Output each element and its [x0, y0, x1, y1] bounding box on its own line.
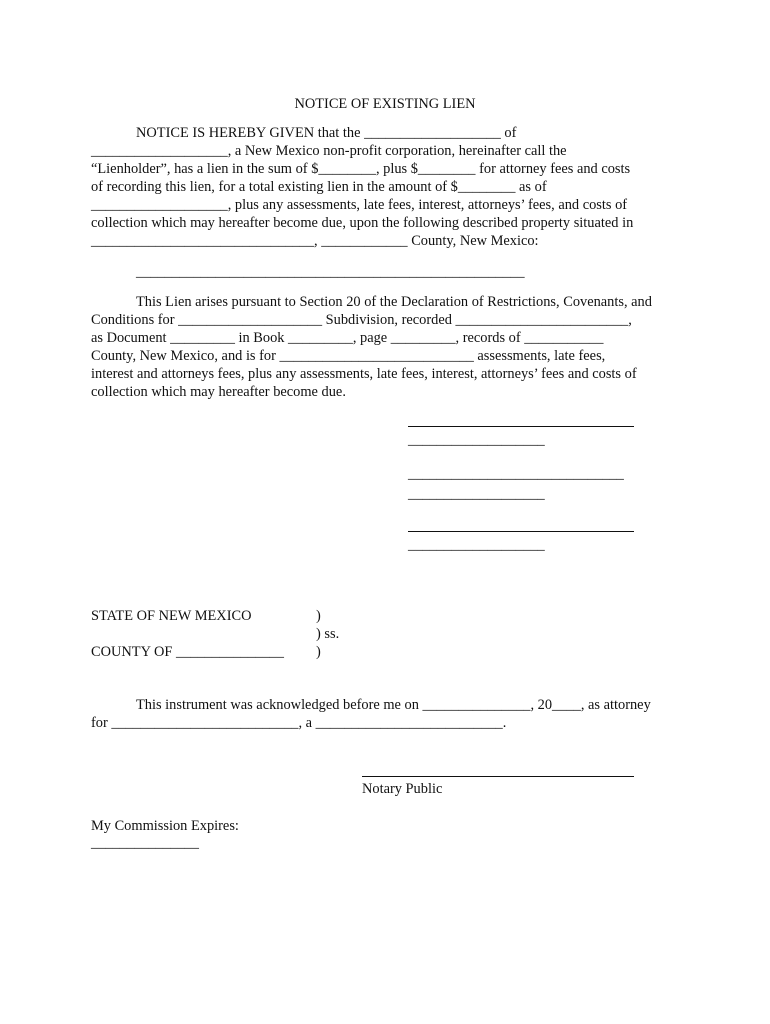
- commission-label: My Commission Expires:: [91, 818, 239, 834]
- document-title: NOTICE OF EXISTING LIEN: [294, 96, 476, 112]
- signature-name-line: ______________________________: [408, 466, 624, 482]
- notary-signature-line: [362, 776, 634, 777]
- commission-line: _______________: [91, 835, 199, 851]
- property-description-line: ______________________________________________________: [136, 264, 525, 280]
- venue-paren: ): [316, 644, 321, 660]
- paragraph1-line: of recording this lien, for a total existing lien in the amount of $________ as of: [91, 179, 547, 195]
- paragraph2-line: County, New Mexico, and is for ___________________________ assessments, late fees,: [91, 348, 606, 364]
- paragraph2-line: as Document _________ in Book _________, page _________, records of ___________: [91, 330, 604, 346]
- paragraph2-line: collection which may hereafter become due.: [91, 384, 346, 400]
- signature-subline: ___________________: [408, 537, 545, 553]
- paragraph1-line: NOTICE IS HEREBY GIVEN that the ___________________ of: [136, 125, 517, 141]
- signature-subline: ___________________: [408, 486, 545, 502]
- paragraph1-line: _______________________________, ____________ County, New Mexico:: [91, 233, 539, 249]
- signature-line: [408, 426, 634, 427]
- venue-county: COUNTY OF _______________: [91, 644, 284, 660]
- paragraph1-line: collection which may hereafter become due, upon the following described property situated in: [91, 215, 634, 231]
- paragraph2-line: interest and attorneys fees, plus any assessments, late fees, interest, attorneys’ fees and costs of: [91, 366, 637, 382]
- venue-ss: ) ss.: [316, 626, 340, 642]
- notary-label: Notary Public: [362, 781, 443, 797]
- paragraph2-line: This Lien arises pursuant to Section 20 of the Declaration of Restrictions, Covenants, and: [136, 294, 652, 310]
- venue-state: STATE OF NEW MEXICO: [91, 608, 252, 624]
- paragraph2-line: Conditions for ____________________ Subdivision, recorded ________________________,: [91, 312, 632, 328]
- paragraph1-line: ___________________, plus any assessments, late fees, interest, attorneys’ fees, and costs of: [91, 197, 628, 213]
- venue-paren: ): [316, 608, 321, 624]
- acknowledgment-line: for __________________________, a __________________________.: [91, 715, 507, 731]
- acknowledgment-line: This instrument was acknowledged before me on _______________, 20____, as attorney: [136, 697, 651, 713]
- paragraph1-line: “Lienholder”, has a lien in the sum of $________, plus $________ for attorney fees and costs: [91, 161, 631, 177]
- signature-subline: ___________________: [408, 432, 545, 448]
- paragraph1-line: ___________________, a New Mexico non-profit corporation, hereinafter call the: [91, 143, 567, 159]
- signature-line: [408, 531, 634, 532]
